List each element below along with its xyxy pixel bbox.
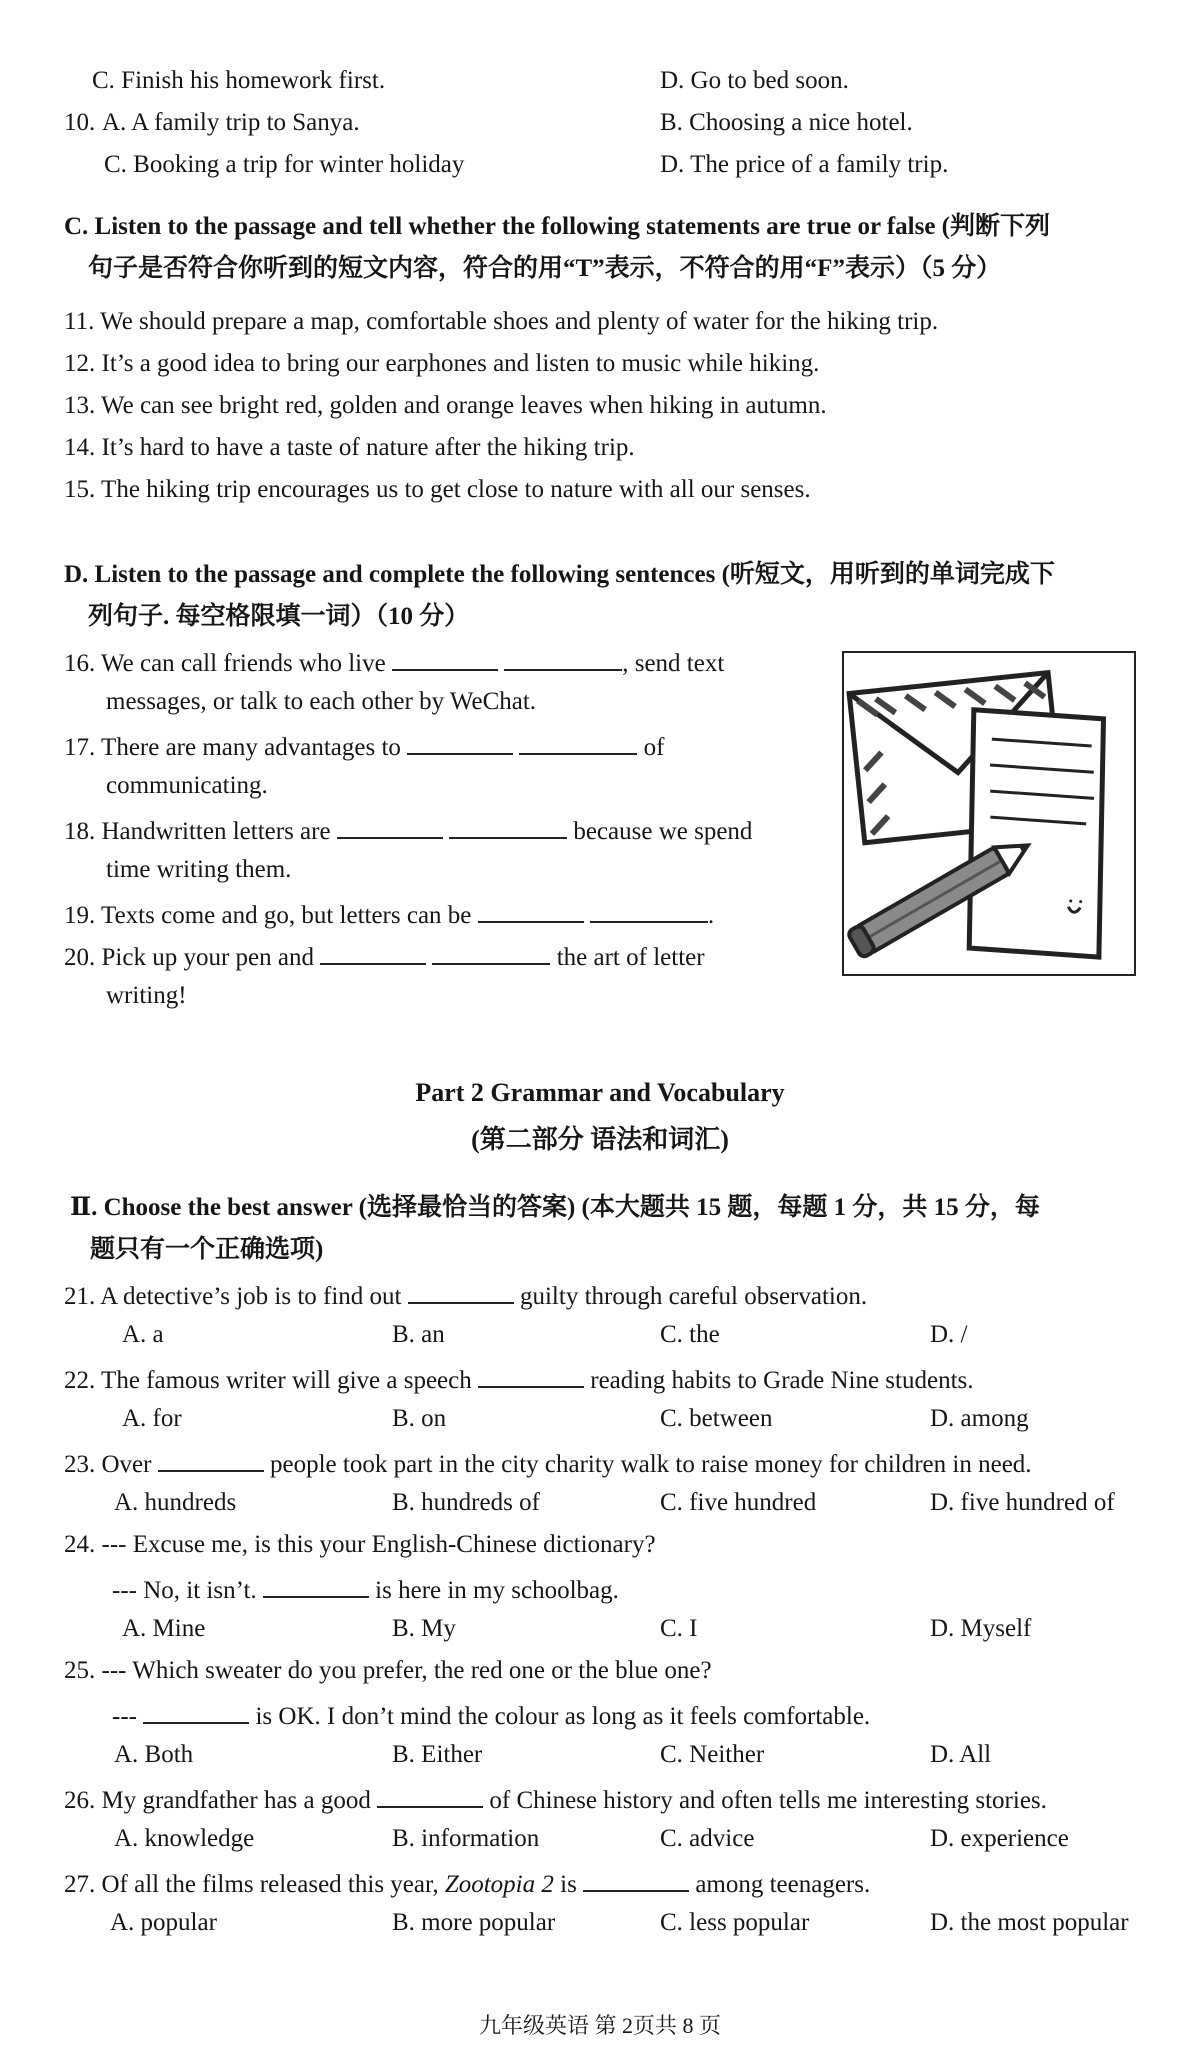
blank-16b[interactable] (504, 647, 622, 671)
blank-19a[interactable] (478, 899, 584, 923)
q26-option-b[interactable]: B. information (392, 1825, 540, 1852)
sentence-17-text-b: of (643, 734, 665, 761)
sentence-16-cont: messages, or talk to each other by WeChat. (106, 688, 537, 715)
q27-option-d[interactable]: D. the most popular (930, 1909, 1129, 1936)
question-22 (64, 1364, 974, 1393)
q22-option-c[interactable]: C. between (660, 1405, 773, 1432)
q27-stem: 27. Of all the films released this year, (64, 1871, 439, 1898)
sentence-20-text-b: the art of letter (556, 944, 705, 971)
q10-number: 10. (64, 109, 96, 136)
blank-25[interactable] (143, 1700, 249, 1724)
blank-18b[interactable] (449, 815, 567, 839)
q25-option-a[interactable]: A. Both (114, 1741, 194, 1768)
blank-18a[interactable] (337, 815, 443, 839)
question-25: 25. --- Which sweater do you prefer, the red one or the blue one? (64, 1657, 712, 1684)
statement-11: 11. We should prepare a map, comfortable shoes and plenty of water for the hiking trip. (64, 308, 939, 335)
sentence-17-text: 17. There are many advantages to (64, 734, 401, 761)
q24-option-b[interactable]: B. My (392, 1615, 456, 1642)
sentence-17-cont: communicating. (106, 772, 268, 799)
sentence-19-text: 19. Texts come and go, but letters can be (64, 902, 472, 929)
statement-12: 12. It’s a good idea to bring our earphones and listen to music while hiking. (64, 350, 820, 377)
section-ii-heading: Ⅱ. Choose the best answer (选择最恰当的答案) (本大题共 15 题，每题 1 分，共 15 分，每 (70, 1194, 1040, 1221)
q22-option-a[interactable]: A. for (122, 1405, 182, 1432)
q25-option-d[interactable]: D. All (930, 1741, 992, 1768)
section-ii-heading-cont: 题只有一个正确选项) (90, 1236, 324, 1263)
q22-option-b[interactable]: B. on (392, 1405, 447, 1432)
sentence-16-text-b: , send text (622, 650, 725, 677)
sentence-19-end: . (707, 902, 715, 929)
blank-23[interactable] (158, 1448, 264, 1472)
section-d-heading-cont: 列句子. 每空格限填一词）（10 分） (88, 603, 470, 630)
question-25-reply (112, 1700, 870, 1729)
q26-stem-b: of Chinese history and often tells me interesting stories. (489, 1787, 1047, 1814)
blank-22[interactable] (478, 1364, 584, 1388)
q10-option-a: A. A family trip to Sanya. (102, 109, 360, 136)
q22-stem-b: reading habits to Grade Nine students. (590, 1367, 974, 1394)
blank-16a[interactable] (392, 647, 498, 671)
question-24-reply (112, 1574, 619, 1603)
q22-stem: 22. The famous writer will give a speech (64, 1367, 472, 1394)
blank-26[interactable] (377, 1784, 483, 1808)
blank-21[interactable] (408, 1280, 514, 1304)
blank-20a[interactable] (320, 941, 426, 965)
q24-option-c[interactable]: C. I (660, 1615, 698, 1642)
q26-option-d[interactable]: D. experience (930, 1825, 1069, 1852)
q23-stem-b: people took part in the city charity walk to raise money for children in need. (269, 1451, 1032, 1478)
q21-stem: 21. A detective’s job is to find out (64, 1283, 402, 1310)
blank-17a[interactable] (407, 731, 513, 755)
q27-stem-b: among teenagers. (695, 1871, 871, 1898)
q27-option-c[interactable]: C. less popular (660, 1909, 810, 1936)
q26-option-a[interactable]: A. knowledge (114, 1825, 255, 1852)
q9-option-c: C. Finish his homework first. (92, 67, 386, 94)
question-23 (64, 1448, 1032, 1477)
sentence-20 (64, 941, 705, 970)
part2-title: Part 2 Grammar and Vocabulary (415, 1078, 785, 1107)
envelope-letter-pencil-icon (844, 653, 1134, 974)
sentence-18-text: 18. Handwritten letters are (64, 818, 331, 845)
blank-17b[interactable] (519, 731, 637, 755)
q26-stem: 26. My grandfather has a good (64, 1787, 371, 1814)
statement-15: 15. The hiking trip encourages us to get close to nature with all our senses. (64, 476, 811, 503)
q21-option-b[interactable]: B. an (392, 1321, 445, 1348)
q27-option-b[interactable]: B. more popular (392, 1909, 556, 1936)
statement-13: 13. We can see bright red, golden and orange leaves when hiking in autumn. (64, 392, 827, 419)
q23-option-c[interactable]: C. five hundred (660, 1489, 817, 1516)
q21-option-c[interactable]: C. the (660, 1321, 720, 1348)
blank-24[interactable] (263, 1574, 369, 1598)
q23-option-d[interactable]: D. five hundred of (930, 1489, 1115, 1516)
q23-option-a[interactable]: A. hundreds (114, 1489, 237, 1516)
sentence-17 (64, 731, 664, 760)
section-c-heading: C. Listen to the passage and tell whether the following statements are true or false (判断下列 (64, 213, 1051, 240)
part2-subtitle: (第二部分 语法和词汇) (471, 1125, 729, 1154)
page-footer: 九年级英语 第 2页共 8 页 (478, 2013, 721, 2038)
sentence-20-cont: writing! (106, 982, 187, 1009)
q25-stem: --- (112, 1703, 137, 1730)
q27-stem-mid: is (560, 1871, 577, 1898)
sentence-19 (64, 899, 714, 928)
q21-stem-b: guilty through careful observation. (519, 1283, 868, 1310)
q24-option-a[interactable]: A. Mine (122, 1615, 206, 1642)
q21-option-d[interactable]: D. / (930, 1321, 968, 1348)
question-27 (64, 1868, 870, 1897)
statement-14: 14. It’s hard to have a taste of nature after the hiking trip. (64, 434, 635, 461)
q9-option-d: D. Go to bed soon. (660, 67, 849, 94)
q25-option-c[interactable]: C. Neither (660, 1741, 765, 1768)
q24-stem-b: is here in my schoolbag. (375, 1577, 619, 1604)
section-c-heading-cont: 句子是否符合你听到的短文内容，符合的用“T”表示，不符合的用“F”表示）（5 分） (88, 255, 1002, 282)
sentence-20-text: 20. Pick up your pen and (64, 944, 314, 971)
q10-option-b: B. Choosing a nice hotel. (660, 109, 913, 136)
question-21 (64, 1280, 867, 1309)
q22-option-d[interactable]: D. among (930, 1405, 1029, 1432)
q23-option-b[interactable]: B. hundreds of (392, 1489, 540, 1516)
sentence-18 (64, 815, 752, 844)
blank-20b[interactable] (432, 941, 550, 965)
section-d-heading: D. Listen to the passage and complete the following sentences (听短文，用听到的单词完成下 (64, 561, 1055, 588)
q27-film-title: Zootopia 2 (444, 1871, 554, 1898)
sentence-16 (64, 647, 724, 676)
question-24: 24. --- Excuse me, is this your English-Chinese dictionary? (64, 1531, 656, 1558)
q24-stem: --- No, it isn’t. (112, 1577, 257, 1604)
q25-stem-b: is OK. I don’t mind the colour as long as it feels comfortable. (255, 1703, 871, 1730)
sentence-18-text-b: because we spend (573, 818, 753, 845)
q10-option-d: D. The price of a family trip. (660, 151, 949, 178)
q23-stem: 23. Over (64, 1451, 152, 1478)
blank-19b[interactable] (590, 899, 708, 923)
sentence-18-cont: time writing them. (106, 856, 292, 883)
q27-option-a[interactable]: A. popular (110, 1909, 217, 1936)
q25-option-b[interactable]: B. Either (392, 1741, 483, 1768)
q21-option-a[interactable]: A. a (122, 1321, 164, 1348)
sentence-16-text: 16. We can call friends who live (64, 650, 386, 677)
blank-27[interactable] (583, 1868, 689, 1892)
q26-option-c[interactable]: C. advice (660, 1825, 755, 1852)
q24-option-d[interactable]: D. Myself (930, 1615, 1032, 1642)
letter-illustration (842, 651, 1136, 976)
question-26 (64, 1784, 1047, 1813)
q10-option-c: C. Booking a trip for winter holiday (104, 151, 465, 178)
